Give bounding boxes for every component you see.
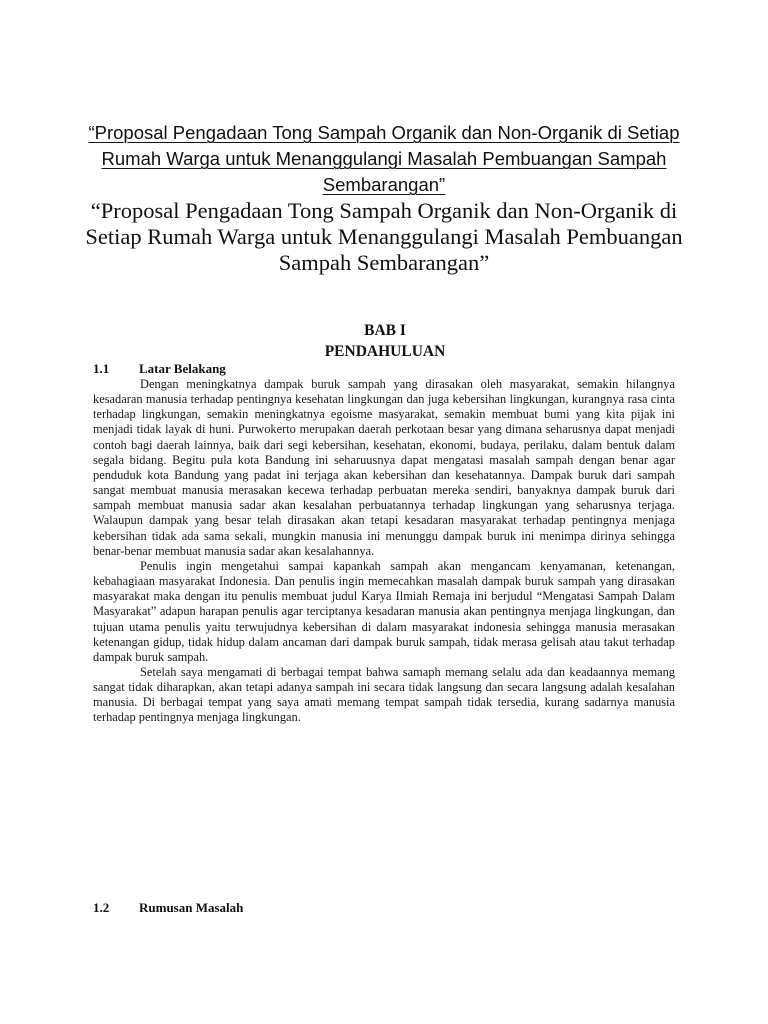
document-title-sans: “Proposal Pengadaan Tong Sampah Organik dan Non-Organik di Setiap Rumah Warga untuk Menanggulangi Masalah Pembuangan Sampah Sembarangan” <box>88 122 680 195</box>
section-number: 1.2 <box>93 900 110 915</box>
chapter-heading <box>80 320 690 362</box>
document-title-serif: “Proposal Pengadaan Tong Sampah Organik dan Non-Organik di Setiap Rumah Warga untuk Menanggulangi Masalah Pembuangan Sampah Sembarangan” <box>85 198 683 275</box>
paragraph: Setelah saya mengamati di berbagai tempat bahwa samaph memang selalu ada dan keadaannya memang sangat tidak diharapkan, akan tetapi adanya sampah ini secara tidak langsung dan secara langsung adalah kesalahan manusia. Di berbagai tempat yang saya amati memang tempat sampah tidak tersedia, kurang sadarnya manusia terhadap pentingnya menjaga lingkungan. <box>93 664 675 725</box>
paragraph: Dengan meningkatnya dampak buruk sampah yang dirasakan oleh masyarakat, semakin hilangnya kesadaran manusia terhadap pentingnya kesehatan lingkungan dan juga kebersihan lingkungan, kurangnya rasa cinta terhadap lingkungan, semakin meningkatnya egoisme masyarakat, semakin membuat bumi yang kita pijak ini menjadi tidak layak di huni. Purwokerto merupakan daerah perkotaan besar yang dimana seharusnya dapat menjadi contoh bagi daerah lainnya, baik dari segi kebersihan, kesehatan, ekonomi, budaya, perilaku, dalam bentuk dalam segala bidang. Begitu pula kota Bandung ini seharuusnya dapat mengatasi masalah sampah dengan benar agar penduduk kota Bandung yang padat ini terjaga akan kebersihan dan kesehatannya. Dampak buruk dari sampah sangat membuat manusia merasakan kecewa terhadap perbuatan mereka sendiri, banyaknya dampak buruk dari sampah membuat manusia sadar akan kesalahan perbuatannya terhadap lingkungan yang seharusnya terjaga. Walaupun dampak yang besar telah dirasakan akan tetapi kesadaran masyarakat terhadap pentingnya menjaga kebersihan tidak ada sama sekali, mungkin manusia ini menunggu dampak buruk ini menimpa dirinya sehingga benar-benar membuat manusia sadar akan kesalahannya. <box>93 377 675 558</box>
section-number: 1.1 <box>93 361 110 376</box>
chapter-label: BAB I <box>364 322 406 339</box>
section-heading-1-1 <box>93 360 226 377</box>
section-title: Rumusan Masalah <box>139 900 244 915</box>
section-title: Latar Belakang <box>139 361 226 376</box>
section-body <box>93 377 675 726</box>
section-heading-1-2 <box>93 899 243 916</box>
paragraph: Penulis ingin mengetahui sampai kapankah sampah akan mengancam kenyamanan, ketenangan, kebahagiaan masyarakat Indonesia. Dan penulis ingin memecahkan masalah dampak buruk sampah yang dirasakan masyarakat maka dengan itu penulis membuat judul Karya Ilmiah Remaja ini berjudul “Mengatasi Sampah Dalam Masyarakat” adapun harapan penulis agar terciptanya kesadaran manusia akan pentingnya menjaga lingkungan, dan tujuan utama penulis yaitu terwujudnya kebersihan di dalam masyarakat indonesia sehingga manusia merasakan ketenangan gidup, tidak hidup dalam ancaman dari dampak buruk sampah, tidak merasa gelisah atau takut terhadap dampak buruk sampah. <box>93 558 675 664</box>
chapter-title: PENDAHULUAN <box>324 343 446 360</box>
